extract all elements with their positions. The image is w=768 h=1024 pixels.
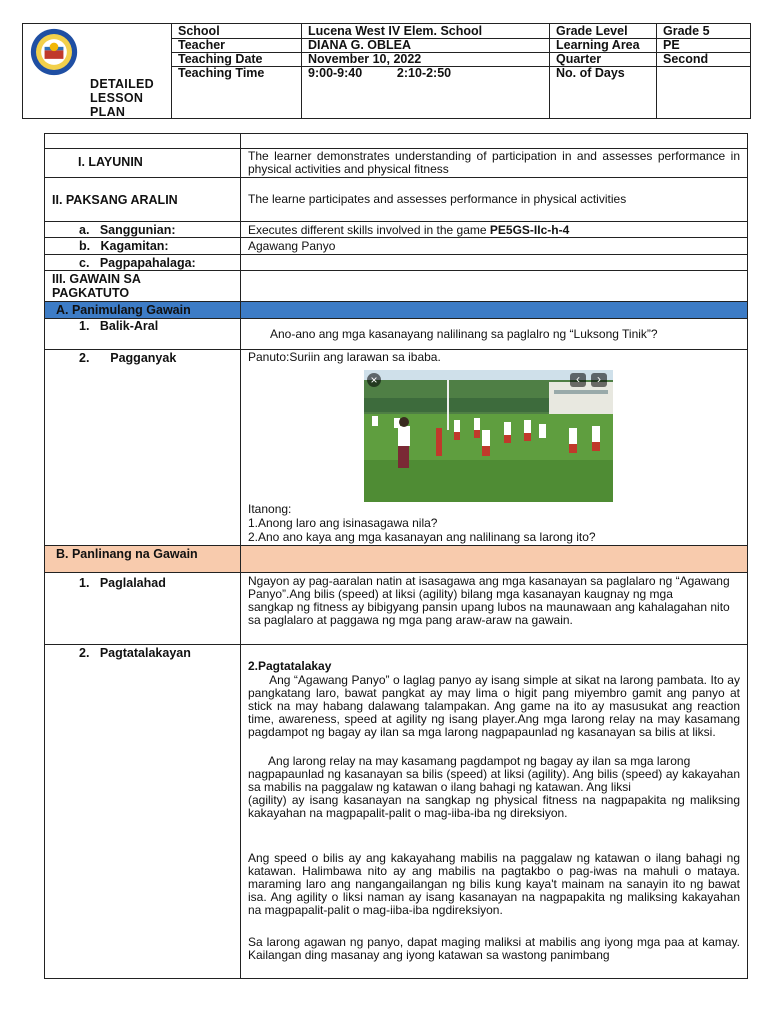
document-title: DETAILED LESSON PLAN [90,77,154,119]
itanong-label: Itanong: [248,502,292,516]
pagtatalakay-paragraph-4: Sa larong agawan ng panyo, dapat maging maliksi at mabilis ang iyong mga paa at kamay. Kailangan ding masanay ang iyong katawan sa wastong panimbang [248,935,740,962]
balik-aral-text: Ano-ano ang mga kasanayang nalilinang sa paglalro ng “Luksong Tinik”? [270,327,658,341]
header-table [22,23,751,119]
school-value: Lucena West IV Elem. School [308,24,483,38]
pagtatalakay-paragraph-1: Ang “Agawang Panyo” o laglag panyo ay isang simple at sikat na larong pambata. Ito ay pangkatang laro, bawat pangkat ay may lima o higit pang miyembro gamit ang panyo at stick na may habang dalawang talampakan. Ang game na ito ay masusukat ang reaction time, awareness, speed at agility ng isang player.Ang mga larong relay na may kasamang pagdampot ng bagay ay ilan sa mga larong nagpapaunlad ng kasanayan sa bilis at liksi. [248,673,744,739]
grade-value: Grade 5 [663,24,710,38]
quarter-label: Quarter [556,52,602,66]
teacher-label: Teacher [178,38,226,52]
next-icon[interactable]: › [591,373,607,387]
panimulang-label: A. Panimulang Gawain [56,303,191,317]
prev-icon[interactable]: ‹ [570,373,586,387]
sanggunian-text: Executes different skills involved in the game PE5GS-IIc-h-4 [248,223,570,237]
header-grid [171,24,750,118]
column-divider [240,133,241,979]
date-label: Teaching Date [178,52,263,66]
time-value: 9:00-9:40 2:10-2:50 [308,66,452,80]
layunin-text: The learner demonstrates understanding of participation in and assesses performance in physical activities and physical fitness [248,149,740,176]
layunin-label: I. LAYUNIN [78,155,143,169]
question-2: 2.Ano ano kaya ang mga kasanayan ang nalilinang sa larong ito? [248,530,596,544]
pagpapahalaga-label: c. Pagpapahalaga: [79,256,196,270]
kagamitan-label: b. Kagamitan: [79,239,169,253]
deped-seal-icon [26,28,82,76]
question-1: 1.Anong laro ang isinasagawa nila? [248,516,438,530]
pagganyak-label: 2. Pagganyak [79,351,177,365]
pagtatalakay-paragraph-3: Ang speed o bilis ay ang kakayahang mabilis na paggalaw ng katawan o ilang bahagi ng katawan. Halimbawa nito ay ang mabilis na pagtakbo o pag-iwas na mahuli o mataya. maraming laro ang nangangailangan ng bilis kung kaya't mainam na sanayin ito ng bawat isa. Ang agility o liksi naman ay isang kasanayan na nagpapakita ng maliksing kakayahan na magpapalit-palit o mag-iiba-iba ngdireksiyon. [248,851,740,917]
balik-aral-label: 1. Balik-Aral [79,319,159,333]
pagtatalakay-heading: 2.Pagtatalakay [248,659,332,673]
time-label: Teaching Time [178,66,265,80]
agawang-panyo-photo [364,370,613,502]
paglalahad-label: 1. Paglalahad [79,576,166,590]
students-playing-image [364,370,613,502]
school-label: School [178,24,220,38]
close-icon[interactable]: × [367,373,381,387]
sanggunian-label: a. Sanggunian: [79,223,176,237]
gawain-label: III. GAWAIN SA PAGKATUTO [52,272,141,300]
logo-cell [23,24,172,118]
kagamitan-text: Agawang Panyo [248,239,336,253]
panlinang-label: B. Panlinang na Gawain [56,547,198,561]
sanggunian-code: PE5GS-IIc-h-4 [489,223,570,237]
paksang-label: II. PAKSANG ARALIN [52,193,178,207]
quarter-value: Second [663,52,709,66]
paksang-text: The learne participates and assesses performance in physical activities [248,192,627,206]
days-label: No. of Days [556,66,625,80]
grade-label: Grade Level [556,24,628,38]
teacher-value: DIANA G. OBLEA [308,38,412,52]
area-label: Learning Area [556,38,640,52]
area-value: PE [663,38,680,52]
paglalahad-text: Ngayon ay pag-aaralan natin at isasagawa ang mga kasanayan sa paglalaro ng “Agawang Panyo”.Ang bilis (speed) at liksi (agility) bilang mga kasanayan kaugnay ng mga sangkap ng fitness ay bibigyang pansin upang lubos na maunawaan ang kahalagahan nito sa paglalaro at paggawa ng mga pang araw-araw na gawain. [248,574,730,627]
pagtatalakayan-label: 2. Pagtatalakayan [79,646,191,660]
pagtatalakay-paragraph-2: Ang larong relay na may kasamang pagdampot ng bagay ay ilan sa mga larong nagpapaunlad ng kasanayan sa bilis (speed) at liksi (agility). Ang bilis (speed) ay kakayahan sa mabilis na paggalaw ng katawan o ilang bahagi ng katawan. Ang liksi (agility) ay isang kasanayan na sangkap ng physical fitness na nagpapakita ng maliksing kakayahan na magpapalit-palit o mag-iiba-iba ng direksiyon. [248,754,740,820]
date-value: November 10, 2022 [308,52,422,66]
pagganyak-instruction: Panuto:Suriin ang larawan sa ibaba. [248,350,441,364]
